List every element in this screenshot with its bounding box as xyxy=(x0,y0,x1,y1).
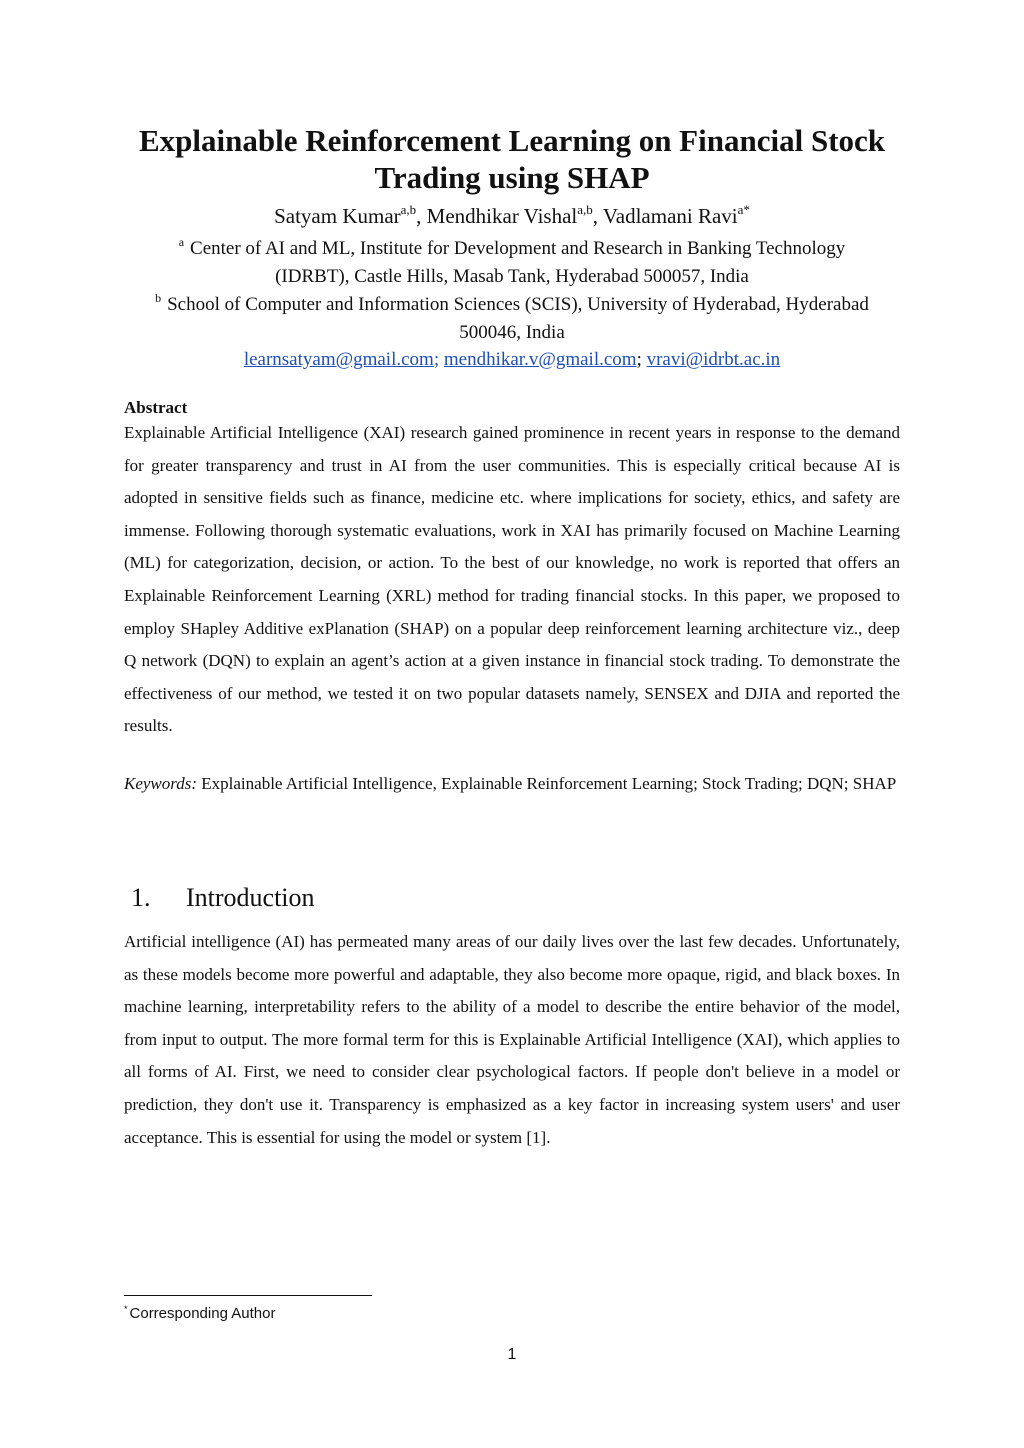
footnote-text: Corresponding Author xyxy=(129,1305,276,1322)
author-affiliation-mark: a* xyxy=(737,202,750,217)
page-number: 1 xyxy=(507,1346,517,1363)
affiliation-b xyxy=(118,291,906,347)
email-link[interactable]: mendhikar.v@gmail.com xyxy=(443,349,637,370)
title-line-2: Trading using SHAP xyxy=(374,160,650,195)
email-separator: ; xyxy=(433,349,440,370)
affiliation-mark: a xyxy=(178,235,185,249)
section-title: Introduction xyxy=(186,883,315,912)
section-number: 1. xyxy=(131,883,151,912)
footnote xyxy=(124,1304,275,1324)
paper-title xyxy=(100,122,924,196)
keywords xyxy=(124,771,900,796)
footnote-mark: * xyxy=(124,1304,128,1314)
author-affiliation-mark: a,b xyxy=(577,202,593,217)
author-separator: , xyxy=(416,204,427,228)
author-name: Mendhikar Vishal xyxy=(426,204,578,228)
abstract-body: Explainable Artificial Intelligence (XAI) research gained prominence in recent years in response to the demand for greater transparency and trust in AI from the user communities. This is especially critical because AI is adopted in sensitive fields such as finance, medicine etc. where implications for society, ethics, and safety are immense. Following thorough systematic evaluations, work in XAI has primarily focused on Machine Learning (ML) for categorization, decision, or action. To the best of our knowledge, no work is reported that offers an Explainable Reinforcement Learning (XRL) method for trading financial stocks. In this paper, we proposed to employ SHapley Additive exPlanation (SHAP) on a popular deep reinforcement learning architecture viz., deep Q network (DQN) to explain an agent’s action at a given instance in financial stock trading. To demonstrate the effectiveness of our method, we tested it on two popular datasets namely, SENSEX and DJIA and reported the results. xyxy=(124,423,900,736)
section-heading-introduction xyxy=(131,881,315,915)
author-name: Satyam Kumar xyxy=(274,204,401,228)
affiliation-line: 500046, India xyxy=(459,322,565,343)
introduction-body: Artificial intelligence (AI) has permeated many areas of our daily lives over the last few decades. Unfortunately, as these models become more powerful and adaptable, they also become more opaque, rigid, and black boxes. In machine learning, interpretability refers to the ability of a model to describe the entire behavior of the model, from input to output. The more formal term for this is Explainable Artificial Intelligence (XAI), which applies to all forms of AI. First, we need to consider clear psychological factors. If people don't believe in a model or prediction, they don't use it. Transparency is emphasized as a key factor in increasing system users' and user acceptance. This is essential for using the model or system [1]. xyxy=(124,932,900,1147)
abstract-heading: Abstract xyxy=(124,398,188,417)
author-list xyxy=(100,202,924,230)
keywords-text: Explainable Artificial Intelligence, Explainable Reinforcement Learning; Stock Trading; DQN; SHAP xyxy=(201,774,897,793)
affiliation-mark: b xyxy=(155,291,162,305)
author-name: Vadlamani Ravi xyxy=(602,204,738,228)
email-link[interactable]: learnsatyam@gmail.com xyxy=(243,349,434,370)
affiliation-a xyxy=(118,235,906,291)
email-link[interactable]: vravi@idrbt.ac.in xyxy=(646,349,781,370)
email-separator: ; xyxy=(636,349,642,370)
author-separator: , xyxy=(592,204,603,228)
affiliation-line: School of Computer and Information Sciences (SCIS), University of Hyderabad, Hyderabad xyxy=(167,294,869,315)
affiliation-line: Center of AI and ML, Institute for Development and Research in Banking Technology xyxy=(190,238,846,259)
title-line-1: Explainable Reinforcement Learning on Financial Stock xyxy=(138,123,886,158)
author-affiliation-mark: a,b xyxy=(400,202,417,217)
author-emails xyxy=(118,346,906,374)
keywords-label: Keywords: xyxy=(124,774,198,793)
footnote-divider xyxy=(124,1295,372,1296)
affiliation-line: (IDRBT), Castle Hills, Masab Tank, Hyderabad 500057, India xyxy=(275,266,749,287)
